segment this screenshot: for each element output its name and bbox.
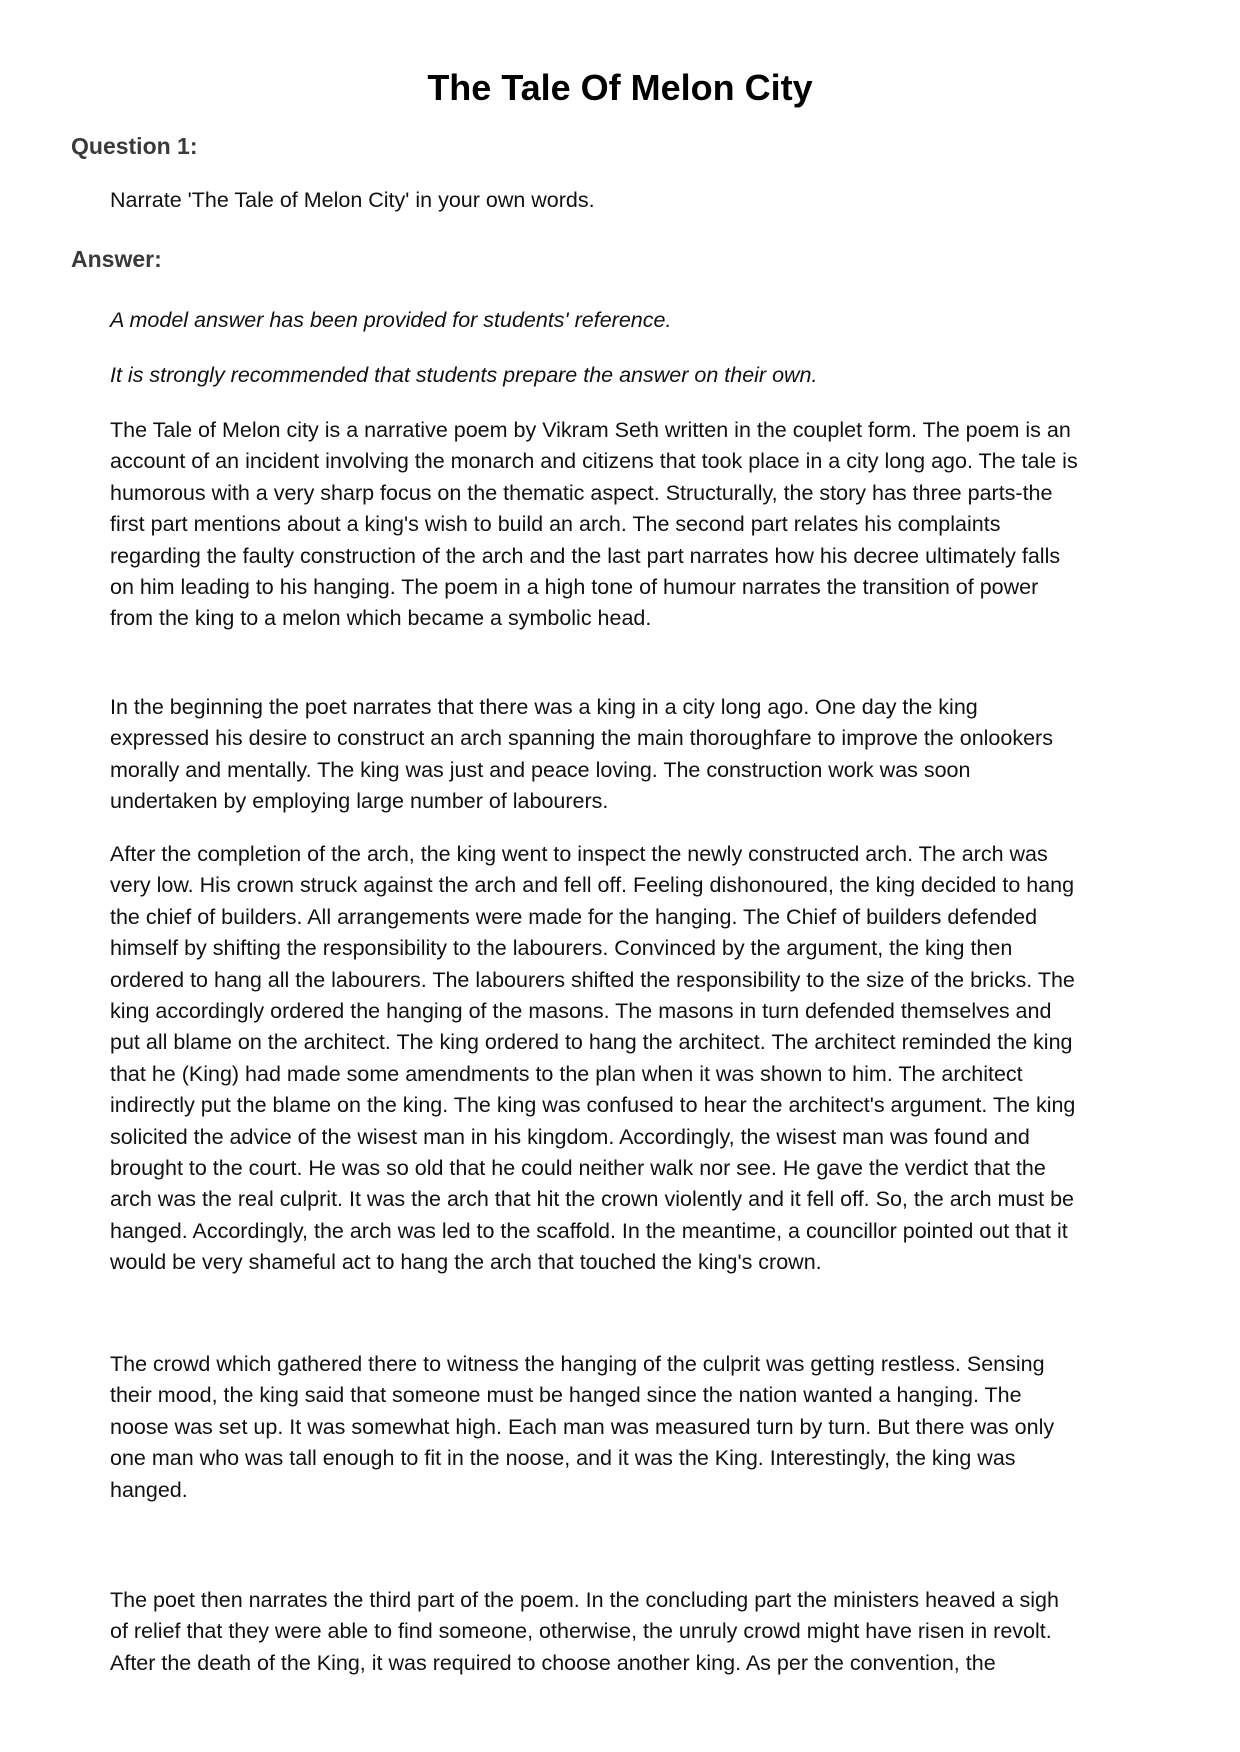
paragraph-line: In the beginning the poet narrates that there was a king in a city long ago. One day the king — [110, 695, 978, 719]
paragraph-line: undertaken by employing large number of labourers. — [110, 789, 609, 814]
paragraph-line: brought to the court. He was so old that he could neither walk nor see. He gave the verdict that the — [110, 1156, 1046, 1181]
paragraph-line: regarding the faulty construction of the arch and the last part narrates how his decree ultimately falls — [110, 543, 1061, 568]
paragraph-line: put all blame on the architect. The king ordered to hang the architect. The architect reminded the king — [110, 1030, 1073, 1055]
page-title: The Tale Of Melon City — [427, 67, 813, 108]
paragraph-line: humorous with a very sharp focus on the thematic aspect. Structurally, the story has three parts-the — [110, 480, 1053, 505]
paragraph-line: The poet then narrates the third part of the poem. In the concluding part the ministers heaved a sigh — [110, 1588, 1059, 1612]
answer-paragraph-5 — [110, 1585, 1190, 1679]
paragraph-line: of relief that they were able to find someone, otherwise, the unruly crowd might have risen in revolt. — [110, 1619, 1052, 1644]
paragraph-line: himself by shifting the responsibility to the labourers. Convinced by the argument, the king then — [110, 936, 1013, 961]
paragraph-line: account of an incident involving the monarch and citizens that took place in a city long ago. The tale is — [110, 449, 1078, 474]
paragraph-line: would be very shameful act to hang the arch that touched the king's crown. — [110, 1250, 822, 1275]
paragraph-line: solicited the advice of the wisest man in his kingdom. Accordingly, the wisest man was found and — [110, 1124, 1030, 1149]
answer-paragraph-1 — [110, 415, 1190, 635]
question-text: Narrate 'The Tale of Melon City' in your own words. — [110, 188, 595, 212]
model-answer-note: A model answer has been provided for students' reference. — [110, 308, 672, 332]
question-heading: Question 1: — [71, 133, 198, 159]
paragraph-line: their mood, the king said that someone must be hanged since the nation wanted a hanging. The — [110, 1383, 1022, 1408]
answer-paragraph-4 — [110, 1349, 1190, 1506]
paragraph-line: After the death of the King, it was required to choose another king. As per the convention, the — [110, 1650, 996, 1675]
answer-heading: Answer: — [71, 246, 162, 272]
paragraph-line: After the completion of the arch, the king went to inspect the newly constructed arch. The arch was — [110, 842, 1048, 866]
paragraph-line: ordered to hang all the labourers. The labourers shifted the responsibility to the size of the bricks. The — [110, 967, 1075, 992]
paragraph-line: morally and mentally. The king was just and peace loving. The construction work was soon — [110, 757, 971, 782]
paragraph-line: The crowd which gathered there to witness the hanging of the culprit was getting restless. Sensing — [110, 1352, 1045, 1376]
paragraph-line: hanged. — [110, 1477, 188, 1502]
paragraph-line: on him leading to his hanging. The poem in a high tone of humour narrates the transition of power — [110, 575, 1039, 600]
answer-paragraph-2 — [110, 692, 1190, 818]
paragraph-line: from the king to a melon which became a symbolic head. — [110, 606, 652, 631]
paragraph-line: very low. His crown struck against the arch and fell off. Feeling dishonoured, the king decided to hang — [110, 873, 1075, 898]
paragraph-line: one man who was tall enough to fit in the noose, and it was the King. Interestingly, the king was — [110, 1446, 1016, 1471]
paragraph-line: the chief of builders. All arrangements were made for the hanging. The Chief of builders defended — [110, 904, 1038, 929]
paragraph-line: that he (King) had made some amendments to the plan when it was shown to him. The architect — [110, 1061, 1023, 1086]
answer-paragraph-3 — [110, 839, 1190, 1279]
paragraph-line: hanged. Accordingly, the arch was led to the scaffold. In the meantime, a councillor pointed out that it — [110, 1218, 1068, 1243]
paragraph-line: first part mentions about a king's wish to build an arch. The second part relates his complaints — [110, 512, 1001, 537]
recommendation-note: It is strongly recommended that students prepare the answer on their own. — [110, 363, 818, 387]
paragraph-line: king accordingly ordered the hanging of the masons. The masons in turn defended themselves and — [110, 999, 1052, 1024]
paragraph-line: indirectly put the blame on the king. The king was confused to hear the architect's argument. The king — [110, 1093, 1076, 1118]
paragraph-line: arch was the real culprit. It was the arch that hit the crown violently and it fell off. So, the arch must be — [110, 1187, 1074, 1212]
paragraph-line: The Tale of Melon city is a narrative poem by Vikram Seth written in the couplet form. The poem is an — [110, 418, 1071, 442]
paragraph-line: noose was set up. It was somewhat high. Each man was measured turn by turn. But there was only — [110, 1414, 1055, 1439]
paragraph-line: expressed his desire to construct an arch spanning the main thoroughfare to improve the onlookers — [110, 726, 1053, 751]
